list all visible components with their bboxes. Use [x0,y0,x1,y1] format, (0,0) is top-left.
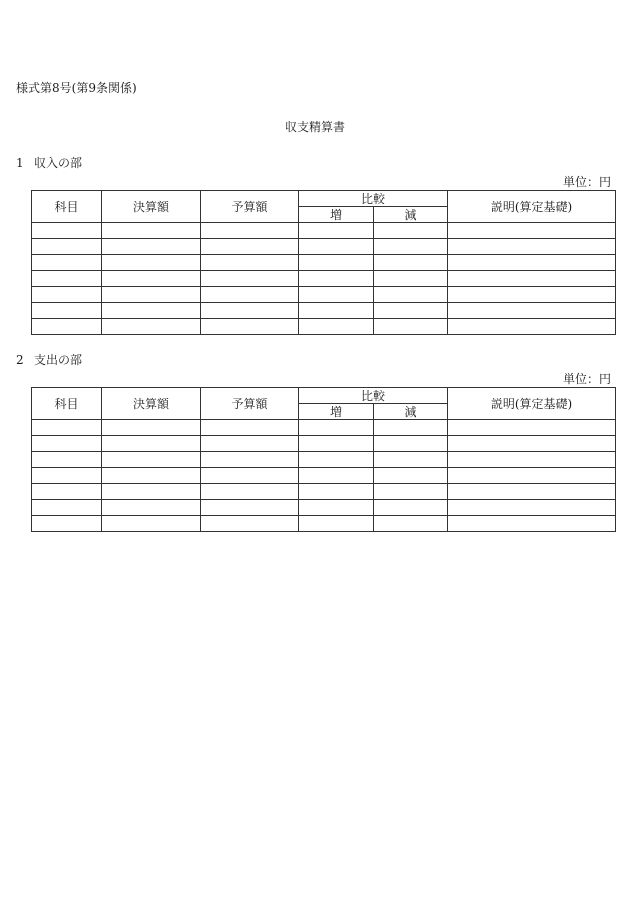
table-cell [102,468,201,484]
table-cell [448,271,616,287]
table-cell [299,436,374,452]
table-row [32,468,616,484]
table-cell [374,420,448,436]
table-cell [374,436,448,452]
unit-label-expenditure: 単位：円 [562,372,611,386]
table-cell [448,468,616,484]
table-cell [374,484,448,500]
table-cell [448,303,616,319]
table-cell [102,239,201,255]
document-title: 収支精算書 [284,120,345,134]
table-cell [32,468,102,484]
col-header-settled: 決算額 [102,191,201,223]
table-cell [448,255,616,271]
table-cell [374,452,448,468]
table-cell [32,452,102,468]
table-cell [374,500,448,516]
col-header-comparison: 比較 [299,191,448,207]
table-cell [32,223,102,239]
col-header-decrease: 減 [374,404,448,420]
table-cell [32,436,102,452]
table-cell [102,484,201,500]
table-cell [299,223,374,239]
table-cell [374,271,448,287]
table-cell [201,239,299,255]
col-header-budget: 予算額 [201,388,299,420]
table-cell [102,223,201,239]
table-cell [448,239,616,255]
table-cell [374,223,448,239]
expenditure-table [31,387,616,532]
table-cell [299,271,374,287]
table-cell [299,319,374,335]
table-cell [201,271,299,287]
table-row [32,271,616,287]
table-cell [201,420,299,436]
unit-label-income: 単位：円 [562,175,611,189]
table-cell [32,239,102,255]
table-cell [374,319,448,335]
table-row [32,516,616,532]
table-cell [32,516,102,532]
table-cell [448,484,616,500]
col-header-decrease: 減 [374,207,448,223]
table-cell [201,303,299,319]
table-cell [299,468,374,484]
table-cell [102,319,201,335]
table-cell [201,468,299,484]
table-row [32,223,616,239]
table-cell [201,484,299,500]
table-cell [32,303,102,319]
table-cell [201,319,299,335]
table-cell [448,319,616,335]
table-cell [299,500,374,516]
col-header-settled: 決算額 [102,388,201,420]
col-header-comparison: 比較 [299,388,448,404]
col-header-subject: 科目 [32,191,102,223]
table-cell [448,500,616,516]
table-cell [201,516,299,532]
form-number: 様式第8号(第9条関係) [16,81,137,95]
table-row [32,500,616,516]
table-cell [299,420,374,436]
section-label: 支出の部 [34,353,83,367]
col-header-budget: 予算額 [201,191,299,223]
section-label: 収入の部 [34,156,83,170]
table-cell [374,516,448,532]
section-heading-expenditure [16,352,82,368]
income-table [31,190,616,335]
table-cell [374,287,448,303]
table-cell [32,484,102,500]
table-cell [299,452,374,468]
col-header-explanation: 説明(算定基礎) [448,191,616,223]
table-row [32,452,616,468]
col-header-explanation: 説明(算定基礎) [448,388,616,420]
table-cell [32,271,102,287]
table-cell [448,516,616,532]
table-cell [102,287,201,303]
table-cell [102,303,201,319]
table-cell [102,500,201,516]
table-cell [299,287,374,303]
table-cell [102,271,201,287]
table-cell [102,516,201,532]
table-cell [374,468,448,484]
table-cell [299,255,374,271]
table-cell [32,255,102,271]
table-cell [102,255,201,271]
table-row [32,420,616,436]
table-cell [299,484,374,500]
table-row [32,484,616,500]
table-cell [448,436,616,452]
table-cell [299,239,374,255]
table-cell [448,420,616,436]
section-number: 1 [16,156,24,170]
table-row [32,239,616,255]
table-row [32,255,616,271]
table-cell [201,255,299,271]
col-header-increase: 増 [299,207,374,223]
table-cell [201,223,299,239]
table-cell [201,436,299,452]
table-cell [32,500,102,516]
table-cell [32,319,102,335]
col-header-subject: 科目 [32,388,102,420]
table-cell [102,436,201,452]
table-cell [448,223,616,239]
table-cell [102,420,201,436]
table-row [32,287,616,303]
table-row [32,319,616,335]
table-cell [299,516,374,532]
table-cell [201,287,299,303]
table-cell [299,303,374,319]
section-number: 2 [16,353,24,367]
table-cell [32,287,102,303]
section-heading-income [16,155,82,171]
table-cell [201,452,299,468]
table-cell [102,452,201,468]
table-cell [448,452,616,468]
table-cell [201,500,299,516]
table-cell [374,303,448,319]
table-row [32,303,616,319]
table-cell [448,287,616,303]
table-cell [32,420,102,436]
col-header-increase: 増 [299,404,374,420]
table-cell [374,239,448,255]
table-row [32,436,616,452]
table-cell [374,255,448,271]
